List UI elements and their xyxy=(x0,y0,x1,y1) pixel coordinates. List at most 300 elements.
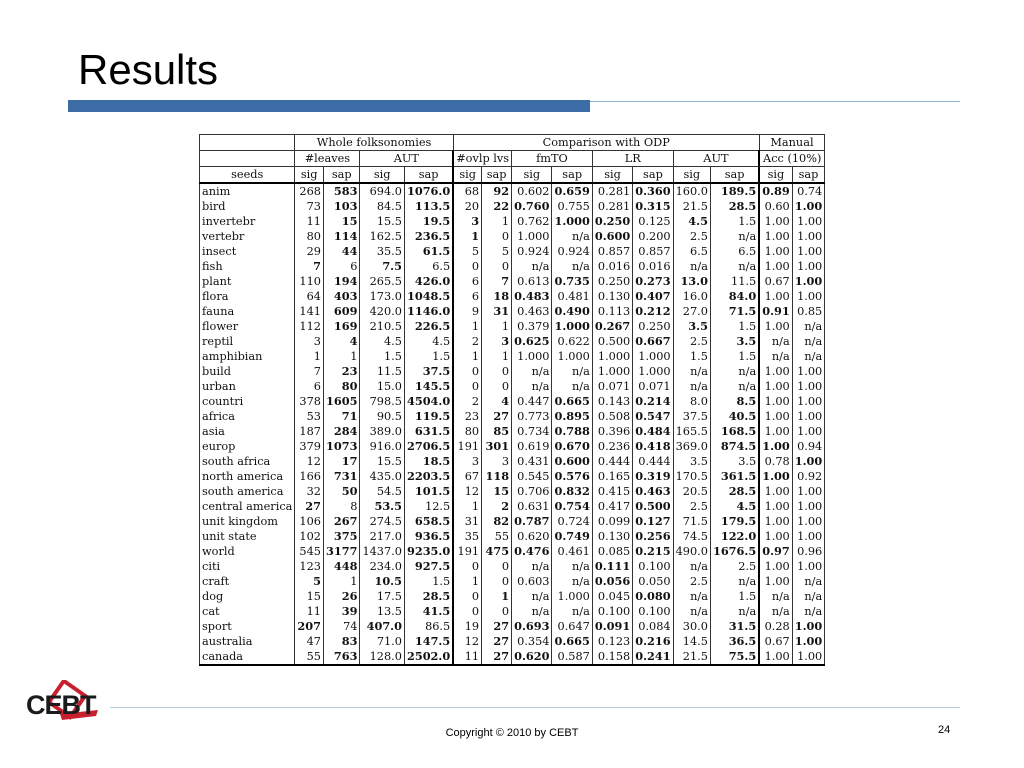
value-cell: 1.00 xyxy=(759,649,792,665)
value-cell: 0.080 xyxy=(633,589,673,604)
value-cell: 0.050 xyxy=(633,574,673,589)
value-cell: n/a xyxy=(792,604,825,619)
value-cell: 1.00 xyxy=(792,484,825,499)
value-cell: n/a xyxy=(552,559,592,574)
value-cell: 378 xyxy=(295,394,324,409)
value-cell: 403 xyxy=(323,289,359,304)
value-cell: 19 xyxy=(453,619,481,634)
value-cell: 71.5 xyxy=(710,304,759,319)
value-cell: n/a xyxy=(552,364,592,379)
value-cell: 1.5 xyxy=(673,349,710,364)
value-cell: 1 xyxy=(453,574,481,589)
value-cell: n/a xyxy=(792,334,825,349)
value-cell: 0.016 xyxy=(633,259,673,274)
value-cell: 0.484 xyxy=(633,424,673,439)
value-cell: 0.250 xyxy=(592,214,632,229)
value-cell: 274.5 xyxy=(360,514,405,529)
value-cell: 0.508 xyxy=(592,409,632,424)
value-cell: 0.281 xyxy=(592,183,632,199)
value-cell: 40.5 xyxy=(710,409,759,424)
value-cell: 0.130 xyxy=(592,289,632,304)
value-cell: 31 xyxy=(453,514,481,529)
value-cell: 75.5 xyxy=(710,649,759,665)
value-cell: 1 xyxy=(295,349,324,364)
table-row xyxy=(200,274,825,289)
value-cell: 68 xyxy=(453,183,481,199)
value-cell: 1.00 xyxy=(792,259,825,274)
value-cell: 5 xyxy=(295,574,324,589)
value-cell: 916.0 xyxy=(360,439,405,454)
footer-rule xyxy=(110,707,960,708)
value-cell: 4.5 xyxy=(710,499,759,514)
column-header: sap xyxy=(792,167,825,184)
value-cell: 1.00 xyxy=(759,379,792,394)
value-cell: 53 xyxy=(295,409,324,424)
value-cell: 284 xyxy=(323,424,359,439)
value-cell: 189.5 xyxy=(710,183,759,199)
value-cell: 1.000 xyxy=(512,229,552,244)
value-cell: 0.256 xyxy=(633,529,673,544)
value-cell: 1.00 xyxy=(792,214,825,229)
value-cell: 0 xyxy=(453,259,481,274)
value-cell: n/a xyxy=(512,379,552,394)
value-cell: 9 xyxy=(453,304,481,319)
seed-cell: africa xyxy=(200,409,295,424)
value-cell: 122.0 xyxy=(710,529,759,544)
column-header: sig xyxy=(360,167,405,184)
value-cell: 0 xyxy=(482,364,512,379)
value-cell: 426.0 xyxy=(404,274,453,289)
logo-text: CEBT xyxy=(26,690,96,720)
value-cell: 147.5 xyxy=(404,634,453,649)
value-cell: 194 xyxy=(323,274,359,289)
column-header: sap xyxy=(482,167,512,184)
value-cell: 874.5 xyxy=(710,439,759,454)
table-row xyxy=(200,649,825,665)
value-cell: 0.444 xyxy=(633,454,673,469)
value-cell: 0 xyxy=(453,589,481,604)
seed-cell: central america xyxy=(200,499,295,514)
value-cell: 102 xyxy=(295,529,324,544)
value-cell: 0.924 xyxy=(552,244,592,259)
value-cell: 191 xyxy=(453,439,481,454)
results-table-container xyxy=(199,134,825,666)
value-cell: 166 xyxy=(295,469,324,484)
value-cell: 84.5 xyxy=(360,199,405,214)
value-cell: 0 xyxy=(482,559,512,574)
value-cell: 1.000 xyxy=(552,349,592,364)
value-cell: 2.5 xyxy=(673,499,710,514)
seed-cell: unit state xyxy=(200,529,295,544)
column-header: sig xyxy=(512,167,552,184)
value-cell: 0.500 xyxy=(633,499,673,514)
value-cell: 28.5 xyxy=(710,484,759,499)
value-cell: n/a xyxy=(673,559,710,574)
value-cell: 0.78 xyxy=(759,454,792,469)
value-cell: 187 xyxy=(295,424,324,439)
value-cell: 0.724 xyxy=(552,514,592,529)
value-cell: 1.00 xyxy=(759,514,792,529)
value-cell: 22 xyxy=(482,199,512,214)
value-cell: 0.600 xyxy=(592,229,632,244)
value-cell: 0 xyxy=(482,259,512,274)
value-cell: 1.00 xyxy=(792,364,825,379)
value-cell: 0.125 xyxy=(633,214,673,229)
value-cell: 0.091 xyxy=(592,619,632,634)
value-cell: 32 xyxy=(295,484,324,499)
value-cell: 0.760 xyxy=(512,199,552,214)
value-cell: n/a xyxy=(673,259,710,274)
value-cell: 1.00 xyxy=(759,559,792,574)
copyright-text: Copyright © 2010 by CEBT xyxy=(445,727,579,739)
value-cell: 17 xyxy=(323,454,359,469)
value-cell: 27.0 xyxy=(673,304,710,319)
value-cell: 18.5 xyxy=(404,454,453,469)
value-cell: 1 xyxy=(482,214,512,229)
seed-cell: build xyxy=(200,364,295,379)
value-cell: 0.214 xyxy=(633,394,673,409)
value-cell: 0.418 xyxy=(633,439,673,454)
value-cell: 6 xyxy=(453,289,481,304)
value-cell: 0.236 xyxy=(592,439,632,454)
sub-header-row xyxy=(200,151,825,167)
value-cell: 112 xyxy=(295,319,324,334)
column-header: sig xyxy=(592,167,632,184)
table-row xyxy=(200,379,825,394)
value-cell: 15.5 xyxy=(360,214,405,229)
value-cell: 0.773 xyxy=(512,409,552,424)
value-cell: 0 xyxy=(453,604,481,619)
value-cell: 2 xyxy=(482,499,512,514)
table-row xyxy=(200,484,825,499)
value-cell: 7.5 xyxy=(360,259,405,274)
value-cell: 16.0 xyxy=(673,289,710,304)
table-row xyxy=(200,454,825,469)
value-cell: 145.5 xyxy=(404,379,453,394)
value-cell: 0.360 xyxy=(633,183,673,199)
value-cell: 1.00 xyxy=(792,514,825,529)
value-cell: 0.476 xyxy=(512,544,552,559)
value-cell: 15 xyxy=(323,214,359,229)
value-cell: n/a xyxy=(512,259,552,274)
value-cell: 14.5 xyxy=(673,634,710,649)
value-cell: 0.895 xyxy=(552,409,592,424)
value-cell: 3 xyxy=(482,334,512,349)
value-cell: 0.113 xyxy=(592,304,632,319)
value-cell: 21.5 xyxy=(673,199,710,214)
value-cell: 28.5 xyxy=(404,589,453,604)
table-row xyxy=(200,544,825,559)
value-cell: 1.00 xyxy=(759,394,792,409)
column-header: sig xyxy=(295,167,324,184)
value-cell: 3 xyxy=(453,214,481,229)
value-cell: 0.431 xyxy=(512,454,552,469)
value-cell: 217.0 xyxy=(360,529,405,544)
table-row xyxy=(200,439,825,454)
value-cell: 0.267 xyxy=(592,319,632,334)
value-cell: 61.5 xyxy=(404,244,453,259)
value-cell: 4504.0 xyxy=(404,394,453,409)
seed-cell: south africa xyxy=(200,454,295,469)
value-cell: 64 xyxy=(295,289,324,304)
value-cell: n/a xyxy=(759,604,792,619)
value-cell: 55 xyxy=(482,529,512,544)
value-cell: 11 xyxy=(453,649,481,665)
value-cell: n/a xyxy=(710,259,759,274)
value-cell: 0.165 xyxy=(592,469,632,484)
seed-cell: plant xyxy=(200,274,295,289)
value-cell: 6.5 xyxy=(673,244,710,259)
value-cell: 11 xyxy=(295,604,324,619)
value-cell: n/a xyxy=(552,379,592,394)
value-cell: 8.0 xyxy=(673,394,710,409)
value-cell: n/a xyxy=(512,364,552,379)
value-cell: 0.500 xyxy=(592,334,632,349)
value-cell: 0 xyxy=(482,229,512,244)
value-cell: 27 xyxy=(482,634,512,649)
value-cell: 0.97 xyxy=(759,544,792,559)
value-cell: 927.5 xyxy=(404,559,453,574)
value-cell: 6 xyxy=(453,274,481,289)
seed-cell: fish xyxy=(200,259,295,274)
value-cell: 0.100 xyxy=(592,604,632,619)
value-cell: 0.91 xyxy=(759,304,792,319)
value-cell: n/a xyxy=(792,574,825,589)
value-cell: 41.5 xyxy=(404,604,453,619)
table-row xyxy=(200,499,825,514)
value-cell: 2502.0 xyxy=(404,649,453,665)
value-cell: 0.250 xyxy=(592,274,632,289)
value-cell: 1.00 xyxy=(792,229,825,244)
value-cell: 0.631 xyxy=(512,499,552,514)
value-cell: 50 xyxy=(323,484,359,499)
value-cell: 234.0 xyxy=(360,559,405,574)
value-cell: 165.5 xyxy=(673,424,710,439)
value-cell: n/a xyxy=(759,589,792,604)
value-cell: 0.084 xyxy=(633,619,673,634)
value-cell: 5 xyxy=(453,244,481,259)
value-cell: 39 xyxy=(323,604,359,619)
value-cell: n/a xyxy=(710,574,759,589)
value-cell: 0.620 xyxy=(512,529,552,544)
value-cell: 27 xyxy=(482,619,512,634)
value-cell: 0.483 xyxy=(512,289,552,304)
value-cell: 1.00 xyxy=(759,529,792,544)
value-cell: 36.5 xyxy=(710,634,759,649)
value-cell: 2203.5 xyxy=(404,469,453,484)
value-cell: 0.444 xyxy=(592,454,632,469)
value-cell: 15 xyxy=(482,484,512,499)
table-row xyxy=(200,394,825,409)
value-cell: 0.620 xyxy=(512,649,552,665)
value-cell: 73 xyxy=(295,199,324,214)
value-cell: 0.545 xyxy=(512,469,552,484)
table-row xyxy=(200,589,825,604)
value-cell: 1.00 xyxy=(759,259,792,274)
value-cell: 18 xyxy=(482,289,512,304)
value-cell: 0.056 xyxy=(592,574,632,589)
value-cell: 375 xyxy=(323,529,359,544)
value-cell: n/a xyxy=(792,349,825,364)
sub-header-lr: LR xyxy=(592,151,673,167)
value-cell: 0.659 xyxy=(552,183,592,199)
page-number: 24 xyxy=(938,724,951,736)
value-cell: 1.00 xyxy=(759,364,792,379)
value-cell: 609 xyxy=(323,304,359,319)
table-row xyxy=(200,259,825,274)
value-cell: 0.788 xyxy=(552,424,592,439)
value-cell: 0.212 xyxy=(633,304,673,319)
value-cell: 101.5 xyxy=(404,484,453,499)
value-cell: 1.000 xyxy=(592,364,632,379)
value-cell: 170.5 xyxy=(673,469,710,484)
value-cell: 4.5 xyxy=(404,334,453,349)
value-cell: 119.5 xyxy=(404,409,453,424)
value-cell: 15 xyxy=(295,589,324,604)
value-cell: 0.832 xyxy=(552,484,592,499)
value-cell: 1.00 xyxy=(792,409,825,424)
value-cell: 0.693 xyxy=(512,619,552,634)
value-cell: 1.000 xyxy=(552,214,592,229)
value-cell: 1.00 xyxy=(759,469,792,484)
value-cell: 1073 xyxy=(323,439,359,454)
value-cell: 85 xyxy=(482,424,512,439)
value-cell: 3.5 xyxy=(710,334,759,349)
value-cell: 1.5 xyxy=(404,574,453,589)
value-cell: 13.5 xyxy=(360,604,405,619)
value-cell: 0.045 xyxy=(592,589,632,604)
value-cell: 0.215 xyxy=(633,544,673,559)
seed-cell: citi xyxy=(200,559,295,574)
value-cell: 0.647 xyxy=(552,619,592,634)
value-cell: 0.735 xyxy=(552,274,592,289)
value-cell: 29 xyxy=(295,244,324,259)
value-cell: 1.5 xyxy=(360,349,405,364)
value-cell: 0.490 xyxy=(552,304,592,319)
value-cell: 10.5 xyxy=(360,574,405,589)
value-cell: 0.622 xyxy=(552,334,592,349)
value-cell: 0.100 xyxy=(633,604,673,619)
value-cell: 267 xyxy=(323,514,359,529)
value-cell: 0.315 xyxy=(633,199,673,214)
value-cell: 0 xyxy=(453,559,481,574)
value-cell: 1.000 xyxy=(592,349,632,364)
value-cell: 1437.0 xyxy=(360,544,405,559)
value-cell: 90.5 xyxy=(360,409,405,424)
value-cell: 71.5 xyxy=(673,514,710,529)
value-cell: 0.273 xyxy=(633,274,673,289)
value-cell: 694.0 xyxy=(360,183,405,199)
column-header: sap xyxy=(404,167,453,184)
value-cell: 4.5 xyxy=(360,334,405,349)
seed-cell: unit kingdom xyxy=(200,514,295,529)
value-cell: 15.5 xyxy=(360,454,405,469)
value-cell: n/a xyxy=(512,604,552,619)
value-cell: 15.0 xyxy=(360,379,405,394)
value-cell: 8.5 xyxy=(710,394,759,409)
value-cell: 1.00 xyxy=(759,499,792,514)
column-header-row xyxy=(200,167,825,184)
value-cell: 361.5 xyxy=(710,469,759,484)
value-cell: 4.5 xyxy=(673,214,710,229)
value-cell: 35.5 xyxy=(360,244,405,259)
sub-header-aut-odp: AUT xyxy=(673,151,759,167)
value-cell: 0.613 xyxy=(512,274,552,289)
value-cell: 1.5 xyxy=(710,214,759,229)
value-cell: 53.5 xyxy=(360,499,405,514)
results-table xyxy=(199,134,825,666)
value-cell: 0.89 xyxy=(759,183,792,199)
value-cell: 1.00 xyxy=(759,229,792,244)
value-cell: 0.071 xyxy=(592,379,632,394)
value-cell: 4 xyxy=(482,394,512,409)
value-cell: 1 xyxy=(453,229,481,244)
value-cell: 0.281 xyxy=(592,199,632,214)
value-cell: 389.0 xyxy=(360,424,405,439)
seed-cell: craft xyxy=(200,574,295,589)
value-cell: 3177 xyxy=(323,544,359,559)
value-cell: 44 xyxy=(323,244,359,259)
seed-cell: flower xyxy=(200,319,295,334)
table-row xyxy=(200,529,825,544)
value-cell: 0.60 xyxy=(759,199,792,214)
value-cell: 0.85 xyxy=(792,304,825,319)
value-cell: 448 xyxy=(323,559,359,574)
value-cell: 1076.0 xyxy=(404,183,453,199)
value-cell: 1048.5 xyxy=(404,289,453,304)
value-cell: 1 xyxy=(323,349,359,364)
value-cell: 0.216 xyxy=(633,634,673,649)
column-header: sap xyxy=(552,167,592,184)
value-cell: 210.5 xyxy=(360,319,405,334)
value-cell: 118 xyxy=(482,469,512,484)
value-cell: 0.415 xyxy=(592,484,632,499)
value-cell: 0.100 xyxy=(633,559,673,574)
value-cell: n/a xyxy=(552,604,592,619)
value-cell: 8 xyxy=(323,499,359,514)
value-cell: 0.407 xyxy=(633,289,673,304)
value-cell: 1.5 xyxy=(710,589,759,604)
value-cell: 3.5 xyxy=(673,454,710,469)
value-cell: 1.000 xyxy=(633,349,673,364)
value-cell: 5 xyxy=(482,244,512,259)
value-cell: 1.00 xyxy=(759,244,792,259)
value-cell: 0.200 xyxy=(633,229,673,244)
value-cell: 35 xyxy=(453,529,481,544)
value-cell: n/a xyxy=(512,589,552,604)
seed-cell: flora xyxy=(200,289,295,304)
table-row xyxy=(200,514,825,529)
value-cell: 369.0 xyxy=(673,439,710,454)
value-cell: 11 xyxy=(295,214,324,229)
value-cell: 798.5 xyxy=(360,394,405,409)
value-cell: 123 xyxy=(295,559,324,574)
value-cell: 71 xyxy=(323,409,359,424)
value-cell: 1.00 xyxy=(792,529,825,544)
value-cell: 162.5 xyxy=(360,229,405,244)
value-cell: n/a xyxy=(673,604,710,619)
value-cell: 236.5 xyxy=(404,229,453,244)
value-cell: 0.670 xyxy=(552,439,592,454)
value-cell: 435.0 xyxy=(360,469,405,484)
value-cell: 20.5 xyxy=(673,484,710,499)
value-cell: 0 xyxy=(482,574,512,589)
value-cell: 0.130 xyxy=(592,529,632,544)
value-cell: 1.00 xyxy=(792,289,825,304)
table-row xyxy=(200,304,825,319)
value-cell: 1 xyxy=(453,349,481,364)
value-cell: 1 xyxy=(323,574,359,589)
